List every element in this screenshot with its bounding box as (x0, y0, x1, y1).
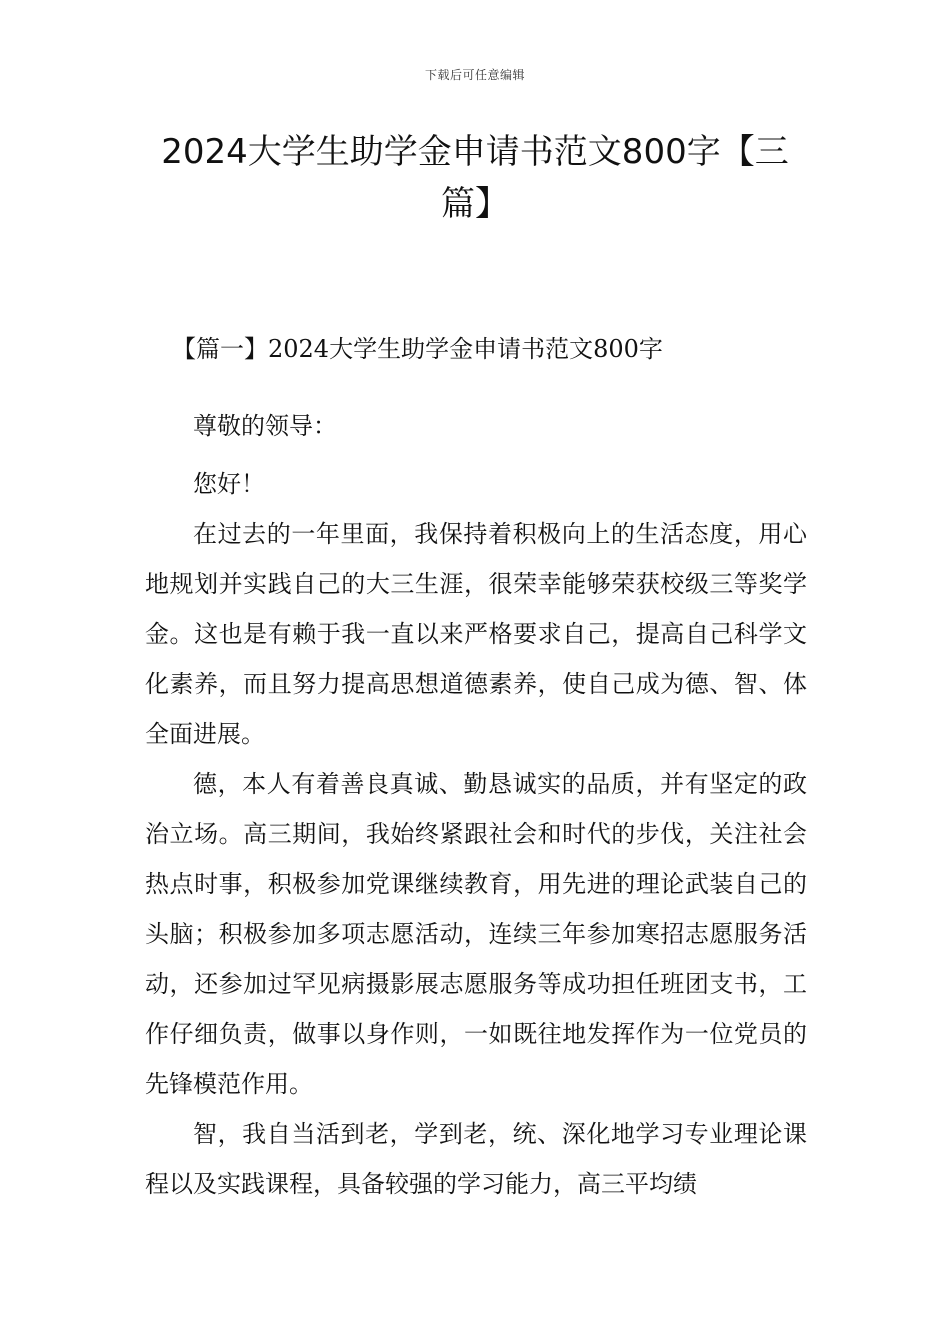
header-note: 下载后可任意编辑 (424, 68, 525, 82)
document-title: 2024大学生助学金申请书范文800字【三篇】 (161, 132, 789, 224)
document-body (145, 401, 807, 1209)
greeting: 您好！ (193, 470, 265, 498)
body-paragraph: 德，本人有着善良真诚、勤恳诚实的品质，并有坚定的政治立场。高三期间，我始终紧跟社会和时代的步伐，关注社会热点时事，积极参加党课继续教育，用先进的理论武装自己的头脑；积极参加多项志愿活动，连续三年参加寒招志愿服务活动，还参加过罕见病摄影展志愿服务等成功担任班团支书，工作仔细负责，做事以身作则，一如既往地发挥作为一位党员的先锋模范作用。 (145, 770, 807, 1098)
salutation: 尊敬的领导： (193, 412, 337, 440)
body-paragraph: 在过去的一年里面，我保持着积极向上的生活态度，用心地规划并实践自己的大三生涯，很荣幸能够荣获校级三等奖学金。这也是有赖于我一直以来严格要求自己，提高自己科学文化素养，而且努力提高思想道德素养，使自己成为德、智、体全面进展。 (145, 520, 807, 748)
section-heading: 【篇一】2024大学生助学金申请书范文800字 (172, 335, 663, 363)
body-paragraph: 智，我自当活到老，学到老，统、深化地学习专业理论课程以及实践课程，具备较强的学习能力，高三平均绩 (145, 1120, 807, 1198)
